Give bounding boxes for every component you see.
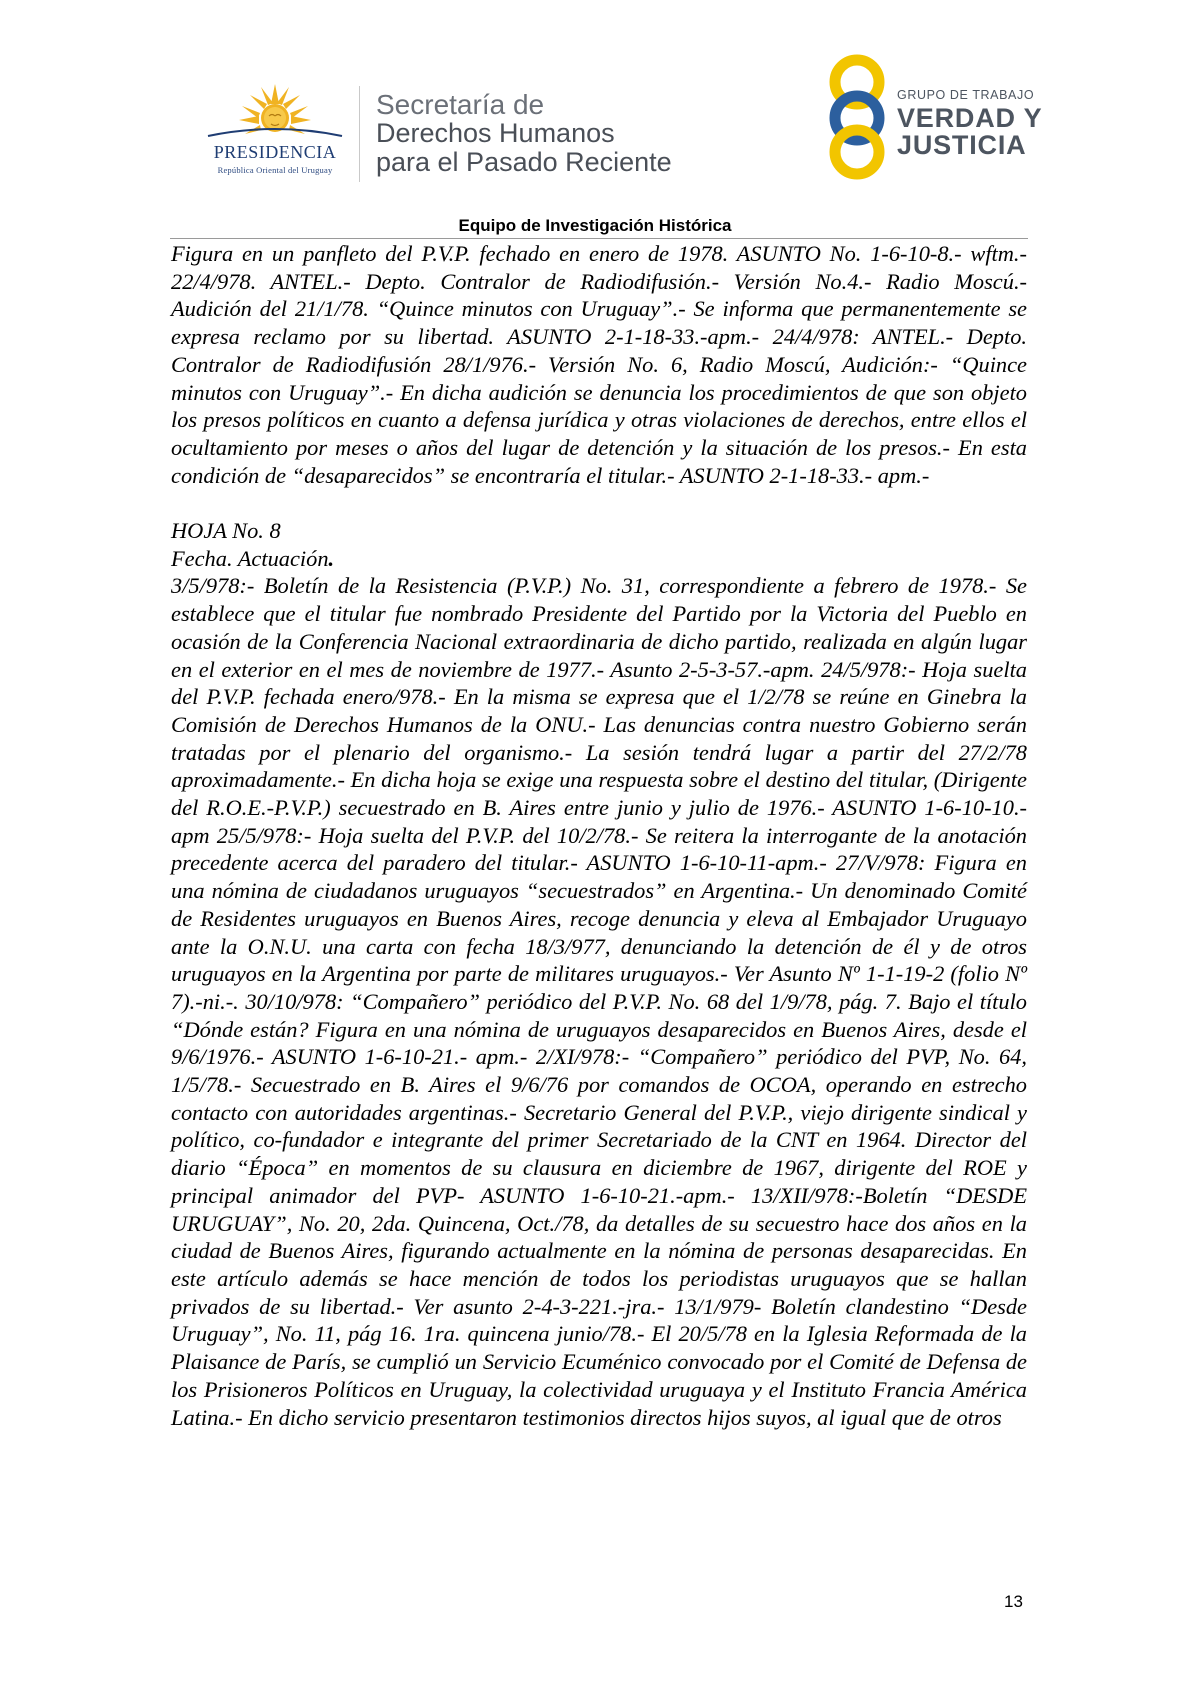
presidencia-subtitle: República Oriental del Uruguay <box>217 165 333 175</box>
paragraph-2: 3/5/978:- Boletín de la Resistencia (P.V.P.) No. 31, correspondiente a febrero de 1978.- Se establece que el titular fue nombrado Presidente del Partido por la Victoria del Pueblo en ocasión de la Conferencia Nacional extraordinaria de dicho partido, realizada en algún lugar en el exterior en el mes de noviembre de 1977.- Asunto 2-5-3-57.-apm. 24/5/978:- Hoja suelta del P.V.P. fechada enero/978.- En la misma se expresa que el 1/2/78 se reúne en Ginebra la Comisión de Derechos Humanos de la ONU.- Las denuncias contra nuestro Gobierno serán tratadas por el plenario del organismo.- La sesión tendrá lugar a partir del 27/2/78 aproximadamente.- En dicha hoja se exige una respuesta sobre el destino del titular, (Dirigente del R.O.E.-P.V.P.) secuestrado en B. Aires entre junio y julio de 1976.- ASUNTO 1-6-10-10.-apm 25/5/978:- Hoja suelta del P.V.P. del 10/2/78.- Se reitera la interrogante de la anotación precedente acerca del paradero del titular.- ASUNTO 1-6-10-11-apm.- 27/V/978: Figura en una nómina de ciudadanos uruguayos “secuestrados” en Argentina.- Un denominado Comité de Residentes uruguayos en Buenos Aires, recoge denuncia y eleva al Embajador Uruguayo ante la O.N.U. una carta con fecha 18/3/977, denunciando la detención de él y de otros uruguayos en la Argentina por parte de militares uruguayos.- Ver Asunto Nº 1-1-19-2 (folio Nº 7).-ni.-. 30/10/978: “Compañero” periódico del P.V.P. No. 68 del 1/9/78, pág. 7. Bajo el título “Dónde están? Figura en una nómina de uruguayos desaparecidos en Buenos Aires, desde el 9/6/1976.- ASUNTO 1-6-10-21.- apm.- 2/XI/978:- “Compañero” periódico del PVP, No. 64, 1/5/78.- Secuestrado en B. Aires el 9/6/76 por comandos de OCOA, operando en estrecho contacto con autoridades argentinas.- Secretario General del P.V.P., viejo dirigente sindical y político, co-fundador e integrante del primer Secretariado de la CNT en 1964. Director del diario “Época” en momentos de su clausura en diciembre de 1967, dirigente del ROE y principal animador del PVP- ASUNTO 1-6-10-21.-apm.- 13/XII/978:-Boletín “DESDE URUGUAY”, No. 20, 2da. Quincena, Oct./78, da detalles de su secuestro hace dos años en la ciudad de Buenos Aires, figurando actualmente en la nómina de personas desaparecidas. En este artículo además se hace mención de todos los periodistas uruguayos que se hallan privados de su libertad.- Ver asunto 2-4-3-221.-jra.- 13/1/979- Boletín clandestino “Desde Uruguay”, No. 11, pág 16. 1ra. quincena junio/78.- El 20/5/78 en la Iglesia Reformada de la Plaisance de París, se cumplió un Servicio Ecuménico convocado por el Comité de Defensa de los Prisioneros Políticos en Uruguay, la colectividad uruguaya y el Instituto Francia América Latina.- En dicho servicio presentaron testimonios directos hijos suyos, al igual que de otros <box>171 573 1027 1430</box>
hoja-heading: HOJA No. 8 <box>171 518 281 544</box>
secretaria-line-1: Secretaría de <box>376 89 545 120</box>
paragraph-gap <box>171 489 1027 517</box>
header-rule <box>170 238 1028 239</box>
presidencia-logo-text <box>196 142 354 175</box>
gtvj-line-2: VERDAD Y <box>897 103 1043 133</box>
fecha-label: Fecha. Actuación <box>171 545 329 571</box>
fecha-heading <box>171 545 1027 573</box>
paragraph-1: Figura en un panfleto del P.V.P. fechado en enero de 1978. ASUNTO No. 1-6-10-8.- wftm.- 22/4/978. ANTEL.- Depto. Contralor de Radiodifusión.- Versión No.4.- Radio Moscú.- Audición del 21/1/78. “Quince minutos con Uruguay”.- Se informa que permanentemente se expresa reclamo por su libertad. ASUNTO 2-1-18-33.-apm.- 24/4/978: ANTEL.- Depto. Contralor de Radiodifusión 28/1/976.- Versión No. 6, Radio Moscú, Audición:- “Quince minutos con Uruguay”.- En dicha audición se denuncia los procedimientos de que son objeto los presos políticos en cuanto a defensa jurídica y otras violaciones de derechos, entre ellos el ocultamiento por meses o años del lugar de detención y la situación de los presos.- En esta condición de “desaparecidos” se encontraría el titular.- ASUNTO 2-1-18-33.- apm.- <box>171 241 1027 488</box>
fecha-dot: . <box>328 545 335 571</box>
team-title: Equipo de Investigación Histórica <box>458 216 732 235</box>
secretaria-line-3: para el Pasado Reciente <box>376 147 672 177</box>
secretaria-line-2: Derechos Humanos <box>376 118 615 148</box>
presidencia-name: PRESIDENCIA <box>213 142 337 162</box>
gtvj-line-1: GRUPO DE TRABAJO <box>897 88 1035 102</box>
document-body <box>171 240 1027 1431</box>
page-number: 13 <box>1004 1592 1023 1611</box>
header-divider <box>359 86 360 182</box>
verdad-justicia-rings-icon <box>818 52 896 182</box>
secretaria-title <box>376 90 672 177</box>
gtvj-line-3: JUSTICIA <box>897 130 1027 160</box>
verdad-justicia-logo-text <box>897 88 1042 159</box>
